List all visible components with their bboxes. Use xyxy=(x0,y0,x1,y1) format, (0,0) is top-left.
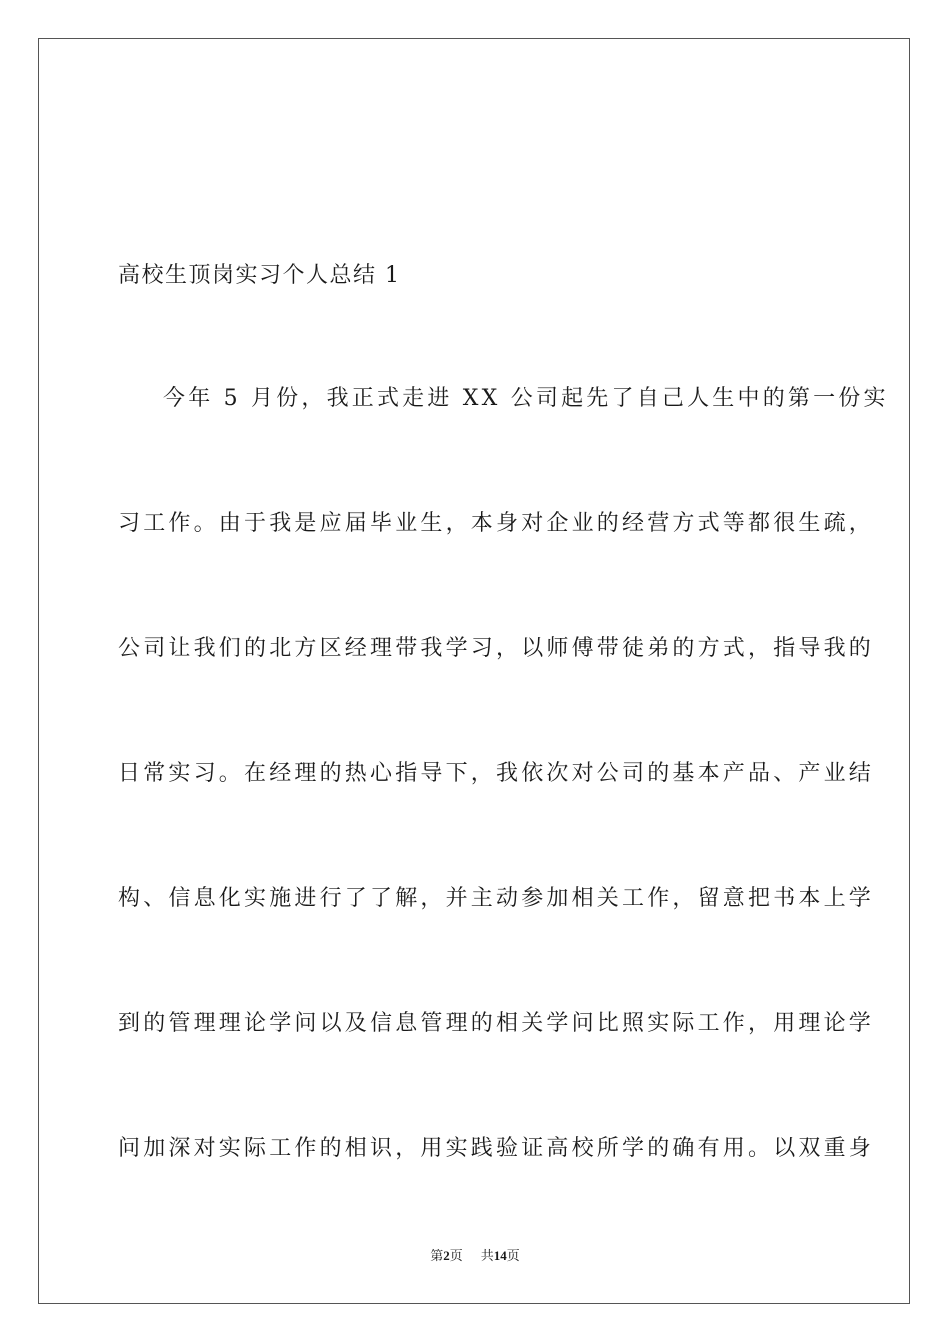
paragraph-line: 构、信息化实施进行了了解，并主动参加相关工作，留意把书本上学 xyxy=(118,886,875,911)
page-suffix: 页 xyxy=(449,1248,463,1263)
paragraph-line: 日常实习。在经理的热心指导下，我依次对公司的基本产品、产业结 xyxy=(118,761,875,786)
page-number: 2 xyxy=(443,1248,450,1263)
total-suffix: 页 xyxy=(506,1248,520,1263)
paragraph-line: 今年 5 月份，我正式走进 XX 公司起先了自己人生中的第一份实 xyxy=(163,386,889,411)
page-footer xyxy=(0,1247,950,1265)
page-border xyxy=(38,38,910,1304)
total-pages: 14 xyxy=(493,1248,507,1263)
document-title: 高校生顶岗实习个人总结 1 xyxy=(118,263,401,288)
paragraph-line: 习工作。由于我是应届毕业生，本身对企业的经营方式等都很生疏， xyxy=(118,511,875,536)
total-prefix: 共 xyxy=(480,1248,494,1263)
paragraph-line: 公司让我们的北方区经理带我学习，以师傅带徒弟的方式，指导我的 xyxy=(118,636,875,661)
page-prefix: 第 xyxy=(430,1248,444,1263)
paragraph-line: 问加深对实际工作的相识，用实践验证高校所学的确有用。以双重身 xyxy=(118,1136,875,1161)
paragraph-line: 到的管理理论学问以及信息管理的相关学问比照实际工作，用理论学 xyxy=(118,1011,875,1036)
